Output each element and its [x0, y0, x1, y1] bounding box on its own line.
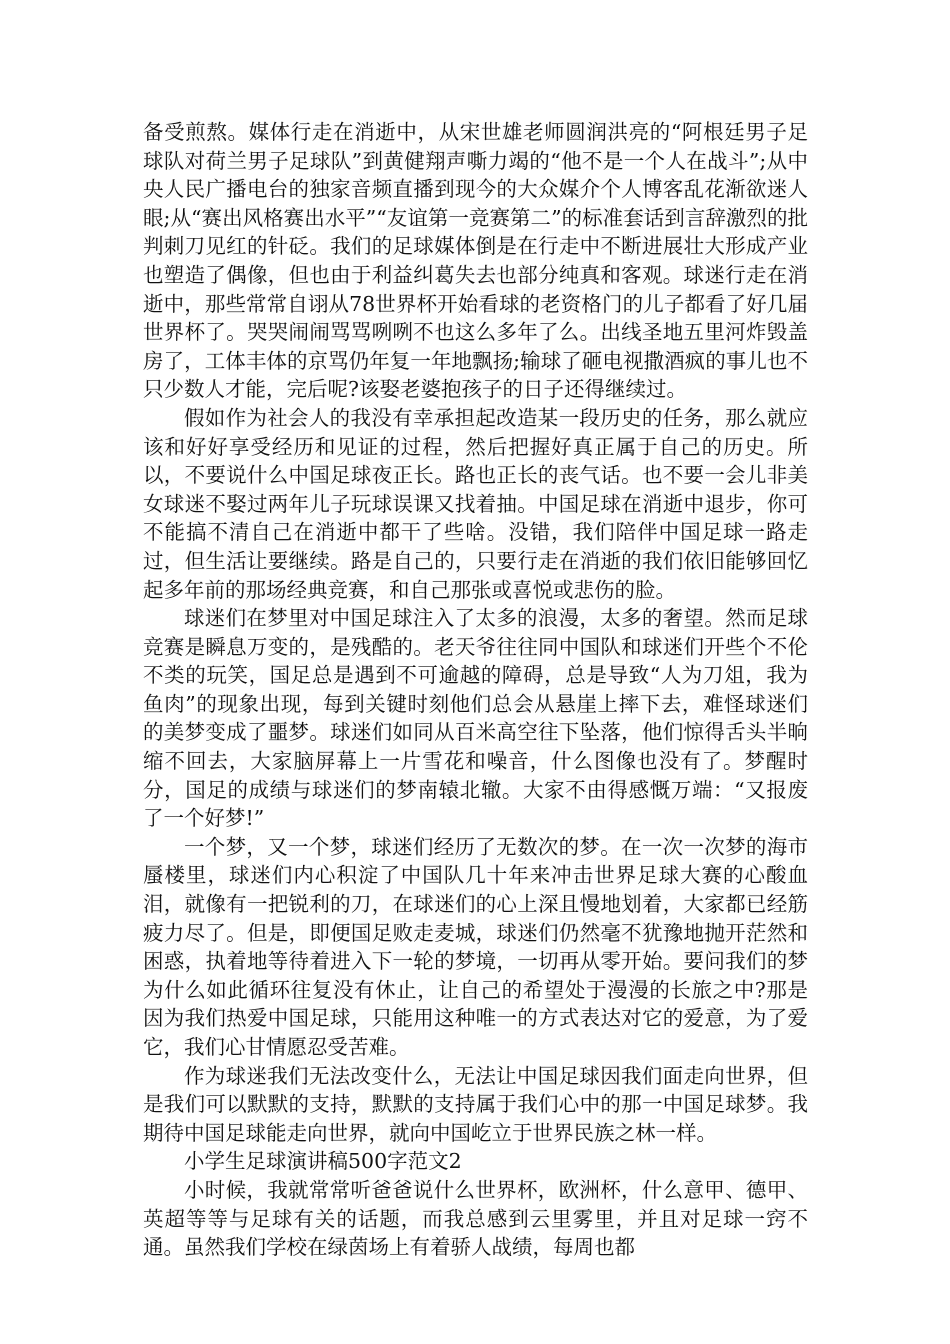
paragraph-2: 假如作为社会人的我没有幸承担起改造某一段历史的任务，那么就应该和好好享受经历和见证的过程，然后把握好真正属于自己的历史。所以，不要说什么中国足球夜正长。路也正长的丧气话。也不要一会儿非美女球迷不娶过两年儿子玩球误课又找着抽。中国足球在消逝中退步，你可不能搞不清自己在消逝中都干了些啥。没错，我们陪伴中国足球一路走过，但生活让要继续。路是自己的，只要行走在消逝的我们依旧能够回忆起多年前的那场经典竞赛，和自己那张或喜悦或悲伤的脸。 [143, 405, 808, 602]
paragraph-1: 备受煎熬。媒体行走在消逝中，从宋世雄老师圆润洪亮的“阿根廷男子足球队对荷兰男子足球队”到黄健翔声嘶力竭的“他不是一个人在战斗”;从中央人民广播电台的独家音频直播到现今的大众媒介个人博客乱花渐欲迷人眼;从“赛出风格赛出水平”“友谊第一竞赛第二”的标准套话到言辞激烈的批判刺刀见红的针砭。我们的足球媒体倒是在行走中不断进展壮大形成产业也塑造了偶像，但也由于利益纠葛失去也部分纯真和客观。球迷行走在消逝中，那些常常自诩从78世界杯开始看球的老资格门的儿子都看了好几届世界杯了。哭哭闹闹骂骂咧咧不也这么多年了么。出线圣地五里河炸毁盖房了，工体丰体的京骂仍年复一年地飘扬;输球了砸电视撒酒疯的事儿也不只少数人才能，完后呢?该娶老婆抱孩子的日子还得继续过。 [143, 120, 808, 402]
paragraph-4: 一个梦，又一个梦，球迷们经历了无数次的梦。在一次一次梦的海市蜃楼里，球迷们内心积淀了中国队几十年来冲击世界足球大赛的心酸血泪，就像有一把锐利的刀，在球迷们的心上深且慢地划着，大家都已经筋疲力尽了。但是，即便国足败走麦城，球迷们仍然毫不犹豫地抛开茫然和困惑，执着地等待着进入下一轮的梦境，一切再从零开始。要问我们的梦为什么如此循环往复没有休止，让自己的希望处于漫漫的长旅之中?那是因为我们热爱中国足球，只能用这种唯一的方式表达对它的爱意，为了爱它，我们心甘情愿忍受苦难。 [143, 834, 808, 1059]
paragraph-3: 球迷们在梦里对中国足球注入了太多的浪漫，太多的奢望。然而足球竞赛是瞬息万变的，是残酷的。老天爷往往同中国队和球迷们开些个不伦不类的玩笑，国足总是遇到不可逾越的障碍，总是导致“人为刀俎，我为鱼肉”的现象出现，每到关键时刻他们总会从悬崖上摔下去，难怪球迷们的美梦变成了噩梦。球迷们如同从百米高空往下坠落，他们惊得舌头半晌缩不回去，大家脑屏幕上一片雪花和噪音，什么图像也没有了。梦醒时分，国足的成绩与球迷们的梦南辕北辙。大家不由得感慨万端：“又报废了一个好梦!” [143, 606, 808, 831]
section-heading: 小学生足球演讲稿500字范文2 [184, 1149, 462, 1174]
document-page [143, 118, 808, 1262]
paragraph-5: 作为球迷我们无法改变什么，无法让中国足球因我们面走向世界，但是我们可以默默的支持，默默的支持属于我们心中的那一中国足球梦。我期待中国足球能走向世界，就向中国屹立于世界民族之林一样。 [143, 1063, 808, 1145]
paragraph-6: 小时候，我就常常听爸爸说什么世界杯，欧洲杯，什么意甲、德甲、英超等等与足球有关的话题，而我总感到云里雾里，并且对足球一窍不通。虽然我们学校在绿茵场上有着骄人战绩，每周也都 [143, 1177, 808, 1260]
